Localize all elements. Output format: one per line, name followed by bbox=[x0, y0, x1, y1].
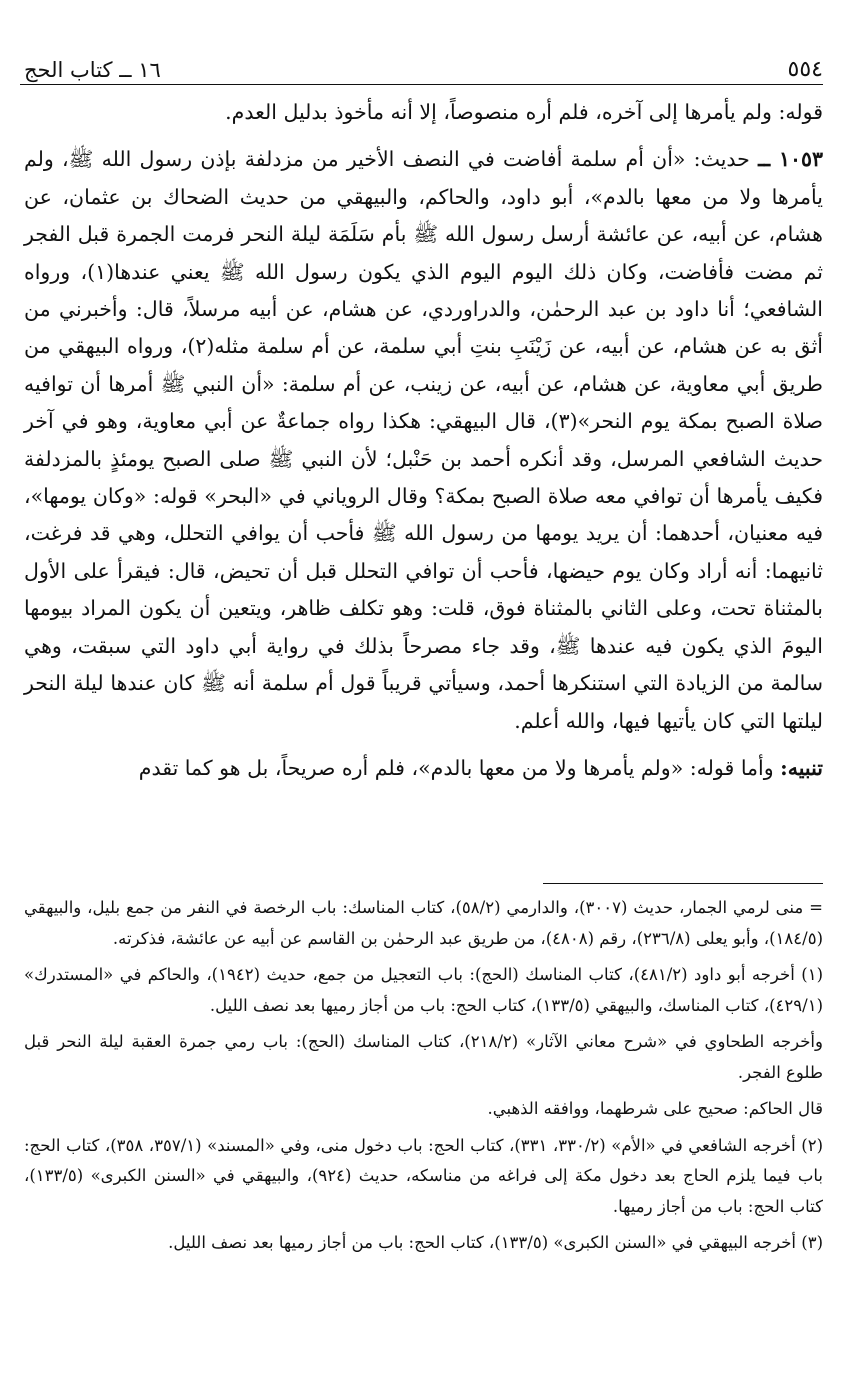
main-text bbox=[24, 94, 823, 787]
footnote-1-note: قال الحاكم: صحيح على شرطهما، ووافقه الذهبي. bbox=[487, 1099, 823, 1118]
hadith-number: ١٠٥٣ ــ bbox=[758, 147, 823, 172]
footnotes bbox=[24, 893, 823, 1259]
page-number: ٥٥٤ bbox=[787, 57, 823, 82]
header-rule bbox=[20, 84, 823, 85]
footnote-1: (١) أخرجه أبو داود (٤٨١/٢)، كتاب المناسك (الحج): باب التعجيل من جمع، حديث (١٩٤٢)، والحاكم في «المستدرك» (٤٢٩/١)، كتاب المناسك، والبيهقي (١٣٣/٥)، كتاب الحج: باب من أجاز رميها بعد نصف الليل. bbox=[24, 965, 824, 1015]
footnote-3: (٣) أخرجه البيهقي في «السنن الكبرى» (١٣٣/٥)، كتاب الحج: باب من أجاز رميها بعد نصف الليل. bbox=[168, 1233, 823, 1252]
hadith-text: حديث: «أن أم سلمة أفاضت في النصف الأخير من مزدلفة بإذن رسول الله ﷺ، ولم يأمرها ولا من معها بالدم»، أبو داود، والحاكم، والبيهقي من حديث الضحاك بن عثمان، عن هشام، عن أبيه، عن عائشة أرسل رسول الله ﷺ بأم سَلَمَة ليلة النحر فرمت الجمرة قبل الفجر ثم مضت فأفاضت، وكان ذلك اليوم اليوم الذي يكون رسول الله ﷺ يعني عندها(١)، ورواه الشافعي؛ أنا داود بن عبد الرحمٰن، والدراوردي، عن هشام، عن أبيه مرسلاً، قال: وأخبرني من أثق به عن هشام، عن أبيه، عن زَيْنَبِ بنتِ أبي سلمة، عن أم سلمة مثله(٢)، ورواه البيهقي من طريق أبي معاوية، عن هشام، عن أبيه، عن زينب، عن أم سلمة: «أن النبي ﷺ أمرها أن توافيه صلاة الصبح بمكة يوم النحر»(٣)، قال البيهقي: هكذا رواه جماعةٌ عن أبي معاوية، وهو في آخر حديث الشافعي المرسل، وقد أنكره أحمد بن حَنْبل؛ لأن النبي ﷺ صلى الصبح يومئذٍ بالمزدلفة فكيف يأمرها أن توافي معه صلاة الصبح بمكة؟ وقال الروياني في «البحر» قوله: «وكان يومها»، فيه معنيان، أحدهما: أن يريد يومها من رسول الله ﷺ فأحب أن يوافي التحلل، وهي قد فرغت، ثانيهما: أنه أراد وكان يوم حيضها، فأحب أن توافي التحلل قبل أن تحيض، قال: فيقرأ على الأول بالمثناة تحت، وعلى الثاني بالمثناة فوق، قلت: وهو تكلف ظاهر، ويتعين أن يكون المراد بيومها اليومَ الذي يكون فيه عندها ﷺ، وقد جاء مصرحاً بذلك في رواية أبي داود التي سبقت، وهي سالمة من الزيادة التي استنكرها أحمد، وسيأتي قريباً قول أم سلمة أنه ﷺ كان عندها ليلة النحر ليلتها التي كان يأتيها فيها، والله أعلم. bbox=[24, 147, 823, 733]
note-lead: تنبيه: bbox=[780, 755, 823, 780]
chapter-title: ١٦ ــ كتاب الحج bbox=[24, 58, 161, 82]
footnote-rule bbox=[543, 883, 823, 884]
paragraph-intro: قوله: ولم يأمرها إلى آخره، فلم أره منصوصاً، إلا أنه مأخوذ بدليل العدم. bbox=[225, 100, 823, 124]
running-header bbox=[24, 46, 823, 82]
footnote-1-extra: وأخرجه الطحاوي في «شرح معاني الآثار» (٢١٨/٢)، كتاب المناسك (الحج): باب رمي جمرة العقبة ليلة النحر قبل طلوع الفجر. bbox=[24, 1032, 823, 1082]
footnote-2: (٢) أخرجه الشافعي في «الأم» (٣٣٠/٢، ٣٣١)، كتاب الحج: باب دخول منى، وفي «المسند» (٣٥٧/١، ٣٥٨)، كتاب الحج: باب فيما يلزم الحاج بعد دخول مكة إلى فراغه من مناسكه، حديث (٩٢٤)، والبيهقي في «السنن الكبرى» (١٣٣/٥)، كتاب الحج: باب من أجاز رميها. bbox=[24, 1135, 823, 1216]
paragraph-note bbox=[24, 750, 823, 787]
footnote-continuation: = منى لرمي الجمار، حديث (٣٠٠٧)، والدارمي (٥٨/٢)، كتاب المناسك: باب الرخصة في النفر من جمع بليل، والبيهقي (١٨٤/٥)، وأبو يعلى (٢٣٦/٨)، رقم (٤٨٠٨)، من طريق عبد الرحمٰن بن القاسم عن أبيه عن عائشة، فذكرته. bbox=[24, 898, 824, 948]
paragraph-hadith-1053 bbox=[24, 141, 823, 740]
note-text: وأما قوله: «ولم يأمرها ولا من معها بالدم»، فلم أره صريحاً، بل هو كما تقدم bbox=[138, 755, 774, 780]
